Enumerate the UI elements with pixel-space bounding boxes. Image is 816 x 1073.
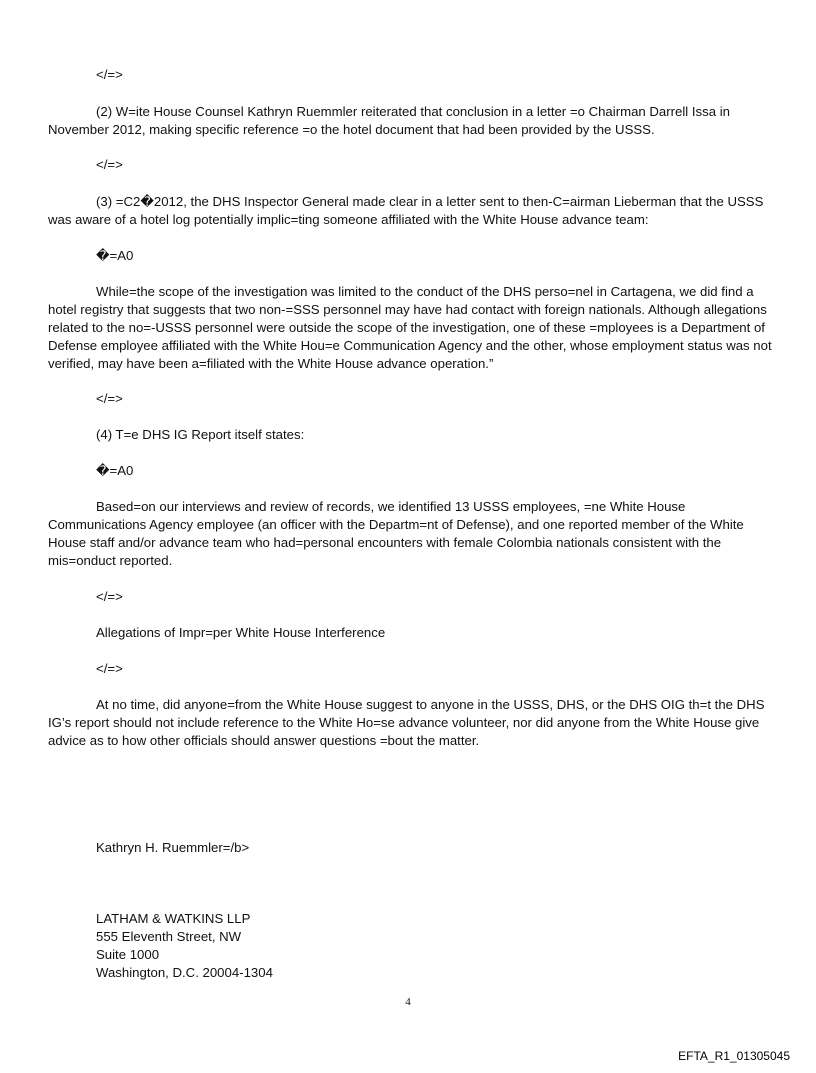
street-address: 555 Eleventh Street, NW [96,929,242,944]
page-number: 4 [405,996,411,1008]
document-id: EFTA_R1_01305045 [678,1049,790,1063]
paragraph-2: (2) W=ite House Counsel Kathryn Ruemmler reiterated that conclusion in a letter =o Chairman Darrell Issa in November 2012, making specific reference =o the hotel document that had been provided by the USSS. [48,104,731,137]
firm-name: LATHAM & WATKINS LLP [96,911,251,926]
signature-line: Kathryn H. Ruemmler=/b> [96,840,250,855]
close-marker-2: </=> [96,157,123,172]
a0-marker-1: �=A0 [96,248,134,263]
quote-inspector-general: While=the scope of the investigation was limited to the conduct of the DHS perso=nel in Cartagena, we did find a hotel registry that suggests that two non-=SSS personnel may have had contact with foreign nationals. Although allegations related to the no=-USSS personnel were outside the scope of the investigation, one of these =mployees is a Department of Defense employee affiliated with the White Hou=e Communication Agency and the other, whose employment status was not verified, may have been a=filiated with the White House advance operation.” [48,284,772,371]
address-block [96,910,273,982]
city-state-zip: Washington, D.C. 20004-1304 [96,965,273,980]
paragraph-3: (3) =C2�2012, the DHS Inspector General made clear in a letter sent to then-C=airman Lieberman that the USSS was aware of a hotel log potentially implic=ting someone affiliated with the White House advance team: [48,194,764,227]
quote-ig-report: Based=on our interviews and review of records, we identified 13 USSS employees, =ne White House Communications Agency employee (an officer with the Departm=nt of Defense), and one reported member of the White House staff and/or advance team who had=personal encounters with female Colombia nationals consistent with the mis=onduct reported. [48,499,744,568]
section-heading: Allegations of Impr=per White House Interference [96,625,386,640]
suite-number: Suite 1000 [96,947,160,962]
close-marker-4: </=> [96,589,123,604]
paragraph-5: At no time, did anyone=from the White House suggest to anyone in the USSS, DHS, or the DHS OIG th=t the DHS IG’s report should not include reference to the White Ho=se advance volunteer, nor did anyone from the White House give advice as to how other officials should answer questions =bout the matter. [48,697,765,748]
close-marker-3: </=> [96,391,123,406]
a0-marker-2: �=A0 [96,463,134,478]
close-marker-1: </=> [96,67,123,82]
paragraph-4: (4) T=e DHS IG Report itself states: [96,427,305,442]
close-marker-5: </=> [96,661,123,676]
